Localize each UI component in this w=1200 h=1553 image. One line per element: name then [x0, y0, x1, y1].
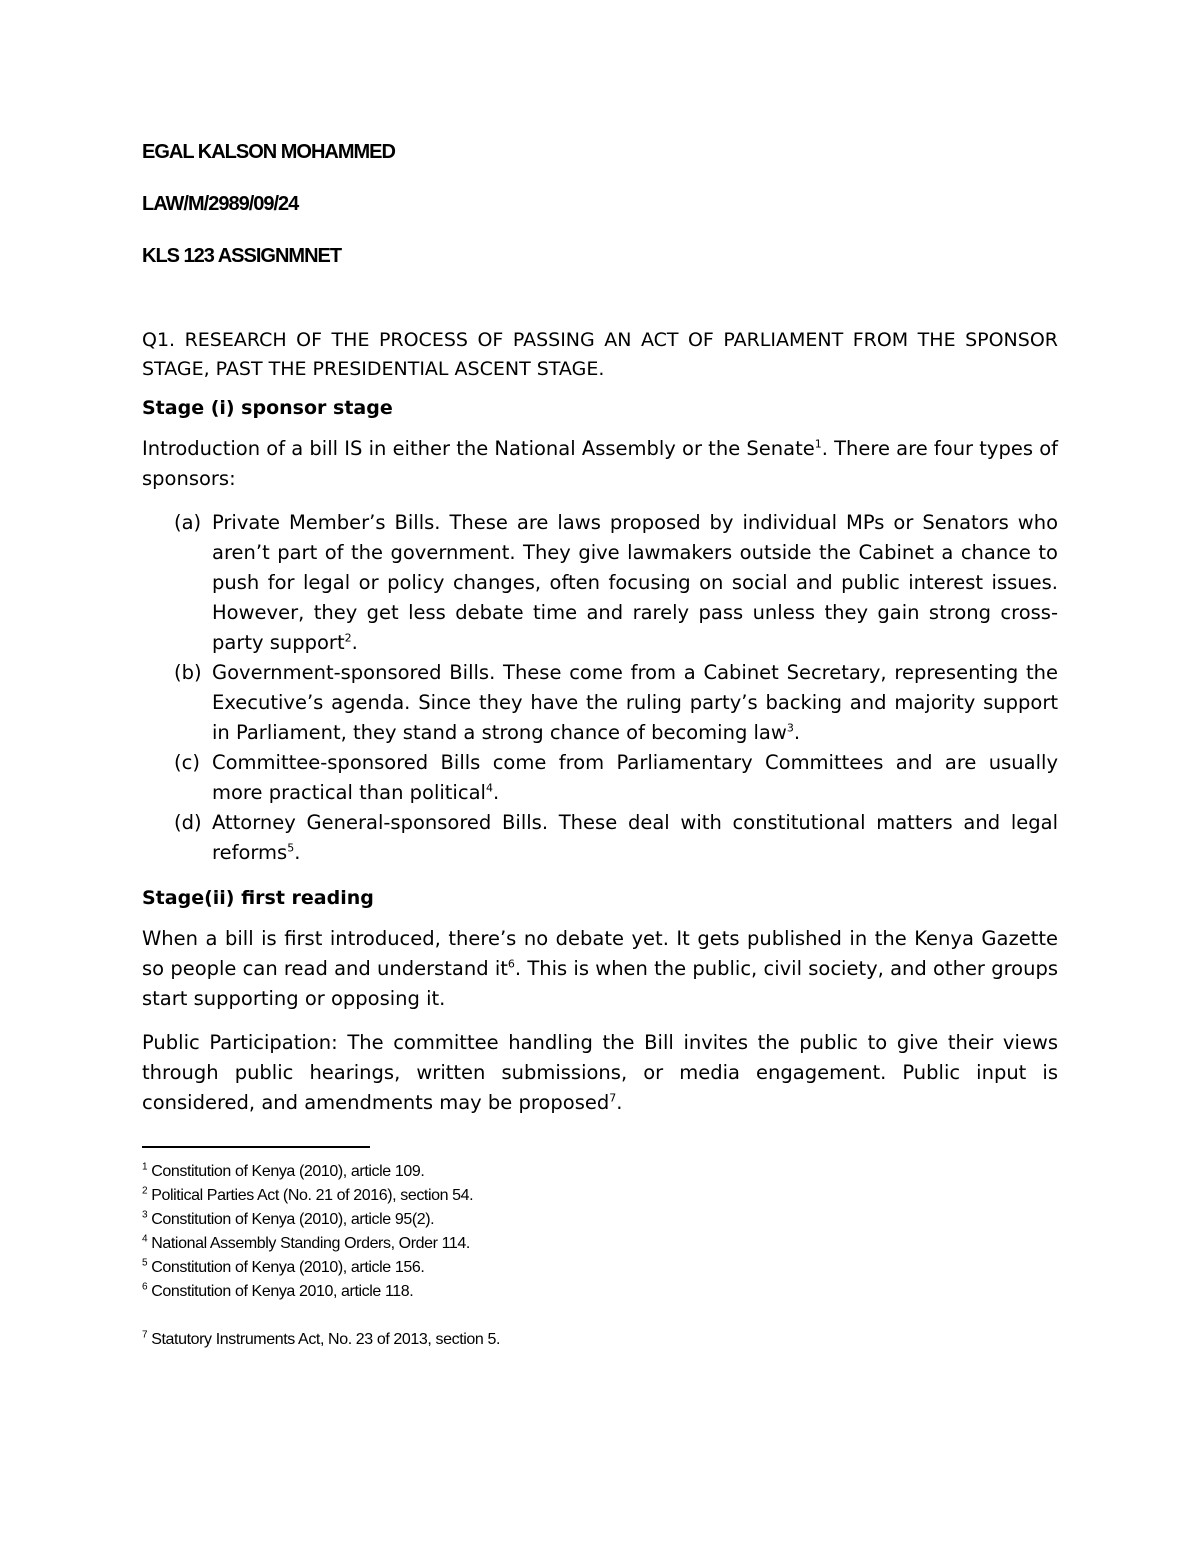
footnote-number: 6 [142, 1281, 148, 1293]
list-item-text [212, 748, 1058, 808]
item-tail: . [793, 721, 801, 744]
list-item [142, 658, 1058, 748]
intro-text-tail: . There are four types of sponsors: [142, 437, 1058, 490]
list-item-text [212, 658, 1058, 748]
document-body [142, 140, 1058, 1352]
footnote-1 [142, 1160, 1058, 1184]
footnote-ref-6[interactable]: 6 [507, 957, 515, 971]
para-text-tail: . [616, 1091, 623, 1114]
list-item-text [212, 808, 1058, 868]
footnote-number: 2 [142, 1185, 148, 1197]
list-marker: (c) [174, 751, 200, 774]
registration-number: LAW/M/2989/09/24 [142, 193, 299, 215]
list-item [142, 748, 1058, 808]
footnote-number: 3 [142, 1209, 148, 1221]
intro-text: Introduction of a bill IS in either the National Assembly or the Senate [142, 437, 815, 460]
item-body: Private Member’s Bills. These are laws proposed by individual MPs or Senators who aren’t part of the government. They give lawmakers outside the Cabinet a chance to push for legal or policy changes, often focusing on social and public interest issues. However, they get less debate time and rarely pass unless they gain strong cross-party support [212, 511, 1058, 654]
para-text-tail: . This is when the public, civil society, and other groups start supporting or opposing it. [142, 957, 1058, 1010]
sponsor-types-list [142, 508, 1058, 868]
footnote-ref-4[interactable]: 4 [485, 781, 493, 795]
item-body: Government-sponsored Bills. These come from a Cabinet Secretary, representing the Executive’s agenda. Since they have the ruling party’s backing and majority support in Parliament, they stand a strong chance of becoming law [212, 661, 1058, 744]
stage-2-heading: Stage(ii) first reading [142, 887, 374, 909]
para-text: When a bill is first introduced, there’s no debate yet. It gets published in the Kenya Gazette so people can read and understand it [142, 927, 1058, 980]
footnote-text: Statutory Instruments Act, No. 23 of 2013, section 5. [151, 1331, 500, 1348]
list-item [142, 508, 1058, 658]
item-body: Committee-sponsored Bills come from Parliamentary Committees and are usually more practical than political [212, 751, 1058, 804]
stage-1-heading: Stage (i) sponsor stage [142, 397, 393, 419]
footnote-3 [142, 1208, 1058, 1232]
list-item-text [212, 508, 1058, 658]
item-tail: . [294, 841, 301, 864]
list-marker: (d) [174, 811, 202, 834]
list-item [142, 808, 1058, 868]
question-title: Q1. RESEARCH OF THE PROCESS OF PASSING AN ACT OF PARLIAMENT FROM THE SPONSOR STAGE, PAST THE PRESIDENTIAL ASCENT STAGE. [142, 329, 1058, 380]
footnote-ref-2[interactable]: 2 [344, 631, 352, 645]
student-name: EGAL KALSON MOHAMMED [142, 141, 395, 163]
stage-1-intro [142, 434, 1058, 494]
footnote-5 [142, 1256, 1058, 1280]
footnote-text: Political Parties Act (No. 21 of 2016), section 54. [151, 1187, 474, 1204]
footnote-number: 4 [142, 1233, 148, 1245]
stage-2-paragraph-2 [142, 1028, 1058, 1118]
item-body: Attorney General-sponsored Bills. These deal with constitutional matters and legal reforms [212, 811, 1058, 864]
footnote-number: 1 [142, 1161, 148, 1173]
list-marker: (a) [174, 511, 202, 534]
footnote-text: Constitution of Kenya (2010), article 95(2). [151, 1211, 435, 1228]
footnote-2 [142, 1184, 1058, 1208]
footnote-number: 5 [142, 1257, 148, 1269]
footnote-text: National Assembly Standing Orders, Order 114. [151, 1235, 470, 1252]
course-title: KLS 123 ASSIGNMNET [142, 245, 342, 267]
para-text: Public Participation: The committee handling the Bill invites the public to give their views through public hearings, written submissions, or media engagement. Public input is considered, and amendments may be proposed [142, 1031, 1058, 1114]
footnote-number: 7 [142, 1329, 148, 1341]
footnote-ref-7[interactable]: 7 [609, 1091, 617, 1105]
footnote-7 [142, 1328, 1058, 1352]
footnote-ref-1[interactable]: 1 [814, 437, 822, 451]
footnote-separator [142, 1146, 370, 1148]
footnote-6 [142, 1280, 1058, 1304]
item-tail: . [351, 631, 358, 654]
footnote-4 [142, 1232, 1058, 1256]
footnote-text: Constitution of Kenya 2010, article 118. [151, 1283, 414, 1300]
list-marker: (b) [174, 661, 202, 684]
footnote-ref-5[interactable]: 5 [287, 841, 295, 855]
item-tail: . [492, 781, 500, 804]
stage-2-paragraph-1 [142, 924, 1058, 1014]
footnote-text: Constitution of Kenya (2010), article 109. [151, 1163, 425, 1180]
footnote-ref-3[interactable]: 3 [786, 721, 794, 735]
footnote-text: Constitution of Kenya (2010), article 156. [151, 1259, 425, 1276]
